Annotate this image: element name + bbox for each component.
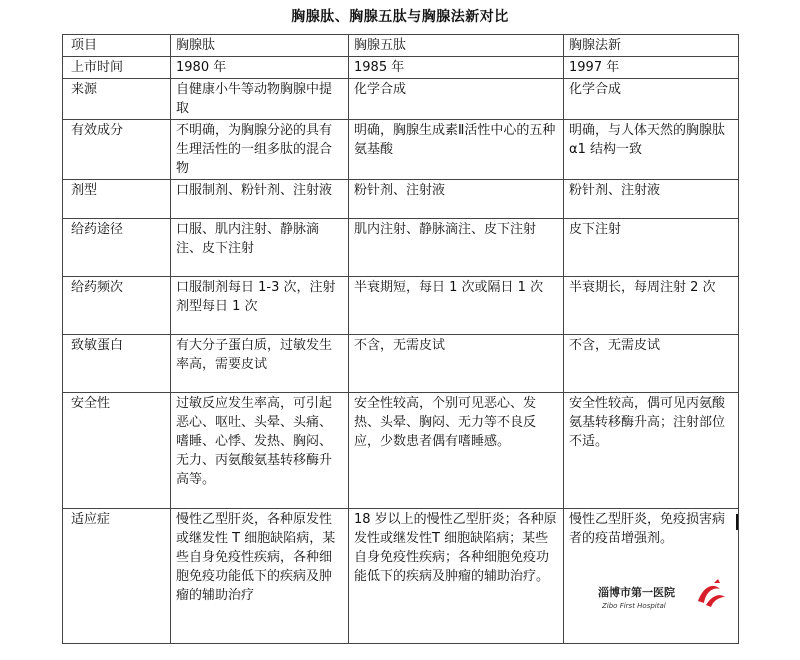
- row-label: 安全性: [63, 393, 171, 509]
- table-cell: 化学合成: [349, 79, 564, 120]
- table-cell: 口服制剂每日 1-3 次，注射剂型每日 1 次: [171, 277, 349, 335]
- row-label: 适应症: [63, 509, 171, 644]
- header-cell-item: 项目: [63, 35, 171, 57]
- table-cell: 不明确，为胸腺分泌的具有生理活性的一组多肽的混合物: [171, 120, 349, 180]
- row-label: 给药频次: [63, 277, 171, 335]
- logo-english-name: Zibo First Hospital: [602, 602, 666, 610]
- table-cell: 慢性乙型肝炎，各种原发性或继发性 T 细胞缺陷病，某些自身免疫性疾病，各种细胞免疫功能低下的疾病及肿瘤的辅助治疗: [171, 509, 349, 644]
- table-cell: 明确，与人体天然的胸腺肽α1 结构一致: [564, 120, 739, 180]
- table-cell: 安全性较高，偶可见丙氨酸氨基转移酶升高；注射部位不适。: [564, 393, 739, 509]
- table-cell: 口服、肌内注射、静脉滴注、皮下注射: [171, 219, 349, 277]
- table-cell-text: 慢性乙型肝炎，免疫损害病者的疫苗增强剂。: [569, 512, 726, 546]
- table-cell: 皮下注射: [564, 219, 739, 277]
- table-cell: 过敏反应发生率高，可引起恶心、呕吐、头晕、头痛、嗜睡、心悸、发热、胸闷、无力、丙氨酸氨基转移酶升高等。: [171, 393, 349, 509]
- table-row: [63, 219, 739, 277]
- text-cursor: [736, 514, 738, 530]
- table-header-row: [63, 35, 739, 57]
- table-cell: 1997 年: [564, 57, 739, 79]
- table-row: [63, 335, 739, 393]
- header-cell-thymosin: 胸腺肽: [171, 35, 349, 57]
- table-row: [63, 79, 739, 120]
- table-cell: 不含，无需皮试: [564, 335, 739, 393]
- table-cell: 口服制剂、粉针剂、注射液: [171, 180, 349, 219]
- table-row: [63, 57, 739, 79]
- table-cell: 不含，无需皮试: [349, 335, 564, 393]
- logo-chinese-name: 淄博市第一医院: [598, 586, 675, 599]
- table-row: [63, 120, 739, 180]
- table-cell: 自健康小牛等动物胸腺中提取: [171, 79, 349, 120]
- table-cell: 安全性较高，个别可见恶心、发热、头晕、胸闷、无力等不良反应，少数患者偶有嗜睡感。: [349, 393, 564, 509]
- table-cell: 有大分子蛋白质，过敏发生率高，需要皮试: [171, 335, 349, 393]
- row-label: 给药途径: [63, 219, 171, 277]
- table-cell: 明确，胸腺生成素Ⅱ活性中心的五种氨基酸: [349, 120, 564, 180]
- table-row: [63, 180, 739, 219]
- row-label: 来源: [63, 79, 171, 120]
- table-cell: 半衰期长，每周注射 2 次: [564, 277, 739, 335]
- row-label: 剂型: [63, 180, 171, 219]
- header-cell-thymalfasin: 胸腺法新: [564, 35, 739, 57]
- header-cell-thymopentin: 胸腺五肽: [349, 35, 564, 57]
- row-label: 上市时间: [63, 57, 171, 79]
- table-row: [63, 393, 739, 509]
- hospital-logo: [598, 577, 728, 611]
- row-label: 致敏蛋白: [63, 335, 171, 393]
- comparison-table: [62, 34, 739, 644]
- hospital-logo-icon: [694, 577, 728, 611]
- table-cell: [564, 509, 739, 644]
- table-cell: 1985 年: [349, 57, 564, 79]
- row-label: 有效成分: [63, 120, 171, 180]
- table-cell: 粉针剂、注射液: [349, 180, 564, 219]
- table-cell: 1980 年: [171, 57, 349, 79]
- table-cell: 粉针剂、注射液: [564, 180, 739, 219]
- table-cell: 化学合成: [564, 79, 739, 120]
- page-title: 胸腺肽、胸腺五肽与胸腺法新对比: [291, 9, 509, 25]
- table-cell: 肌内注射、静脉滴注、皮下注射: [349, 219, 564, 277]
- table-cell: 18 岁以上的慢性乙型肝炎；各种原发性或继发性T 细胞缺陷病；某些自身免疫性疾病；各种细胞免疫功能低下的疾病及肿瘤的辅助治疗。: [349, 509, 564, 644]
- table-row: [63, 277, 739, 335]
- table-cell: 半衰期短，每日 1 次或隔日 1 次: [349, 277, 564, 335]
- table-row: [63, 509, 739, 644]
